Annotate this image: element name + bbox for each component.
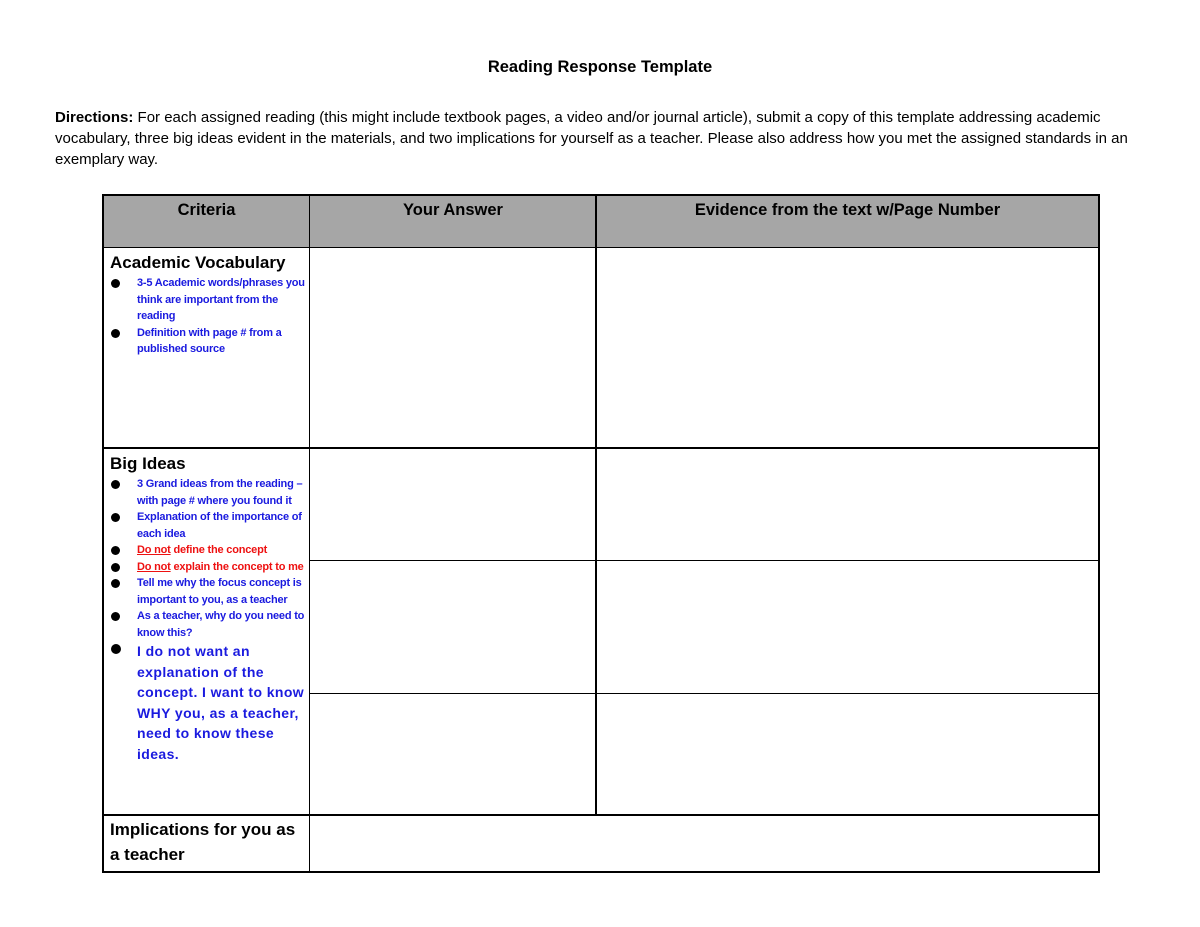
- list-item: Do not explain the concept to me: [110, 559, 308, 576]
- column-divider: [595, 194, 597, 815]
- directions-label: Directions:: [55, 109, 134, 126]
- list-item: 3 Grand ideas from the reading – with page # where you found it: [110, 476, 308, 509]
- list-item: Tell me why the focus concept is important to you, as a teacher: [110, 575, 308, 608]
- table-border-right: [1098, 194, 1100, 873]
- implications-answer-cell[interactable]: [311, 816, 1098, 871]
- header-criteria: Criteria: [103, 195, 310, 248]
- bullet-icon: [111, 546, 120, 555]
- criteria-big-ideas: [110, 454, 308, 764]
- bullet-icon: [111, 579, 120, 588]
- big-idea-1-evidence-cell[interactable]: [597, 449, 1098, 559]
- vocabulary-evidence-cell[interactable]: [597, 249, 1098, 447]
- list-item: Explanation of the importance of each idea: [110, 509, 308, 542]
- big-idea-3-evidence-cell[interactable]: [597, 695, 1098, 814]
- row-divider: [310, 560, 1100, 561]
- list-item: Do not define the concept: [110, 542, 308, 559]
- big-ideas-title: Big Ideas: [110, 454, 186, 473]
- header-evidence: Evidence from the text w/Page Number: [596, 195, 1099, 248]
- bullet-icon: [111, 329, 120, 338]
- bullet-icon: [111, 279, 120, 288]
- bullet-icon: [111, 612, 120, 621]
- criteria-implications: Implications for you as a teacher: [110, 820, 296, 864]
- academic-vocabulary-title: Academic Vocabulary: [110, 253, 286, 272]
- table-border-bottom: [102, 871, 1100, 873]
- bullet-icon: [111, 513, 120, 522]
- big-idea-2-answer-cell[interactable]: [311, 561, 595, 693]
- row-divider: [102, 814, 1100, 816]
- directions-paragraph: [55, 107, 1150, 170]
- table-border-left: [102, 194, 104, 873]
- criteria-academic-vocabulary: [110, 253, 308, 358]
- directions-text: For each assigned reading (this might include textbook pages, a video and/or journal article), submit a copy of this template addressing academic vocabulary, three big ideas evident in the materials, and two implications for yourself as a teacher. Please also address how you met the assigned standards in an exemplary way.: [55, 109, 1128, 168]
- table-border-top: [102, 194, 1100, 196]
- big-idea-2-evidence-cell[interactable]: [597, 561, 1098, 693]
- big-idea-3-answer-cell[interactable]: [311, 695, 595, 814]
- row-divider: [102, 447, 1100, 449]
- bullet-icon: [111, 563, 120, 572]
- row-divider: [310, 693, 1100, 694]
- vocabulary-answer-cell[interactable]: [311, 249, 595, 447]
- big-idea-1-answer-cell[interactable]: [311, 449, 595, 559]
- list-item: Definition with page # from a published source: [110, 325, 308, 358]
- list-item: 3-5 Academic words/phrases you think are important from the reading: [110, 275, 308, 325]
- page-title: Reading Response Template: [487, 58, 713, 76]
- column-divider: [309, 194, 310, 873]
- bullet-icon: [111, 644, 121, 654]
- list-item: I do not want an explanation of the concept. I want to know WHY you, as a teacher, need to know these ideas.: [110, 641, 308, 764]
- bullet-icon: [111, 480, 120, 489]
- list-item: As a teacher, why do you need to know this?: [110, 608, 308, 641]
- row-divider: [102, 247, 1100, 248]
- header-your-answer: Your Answer: [310, 195, 596, 248]
